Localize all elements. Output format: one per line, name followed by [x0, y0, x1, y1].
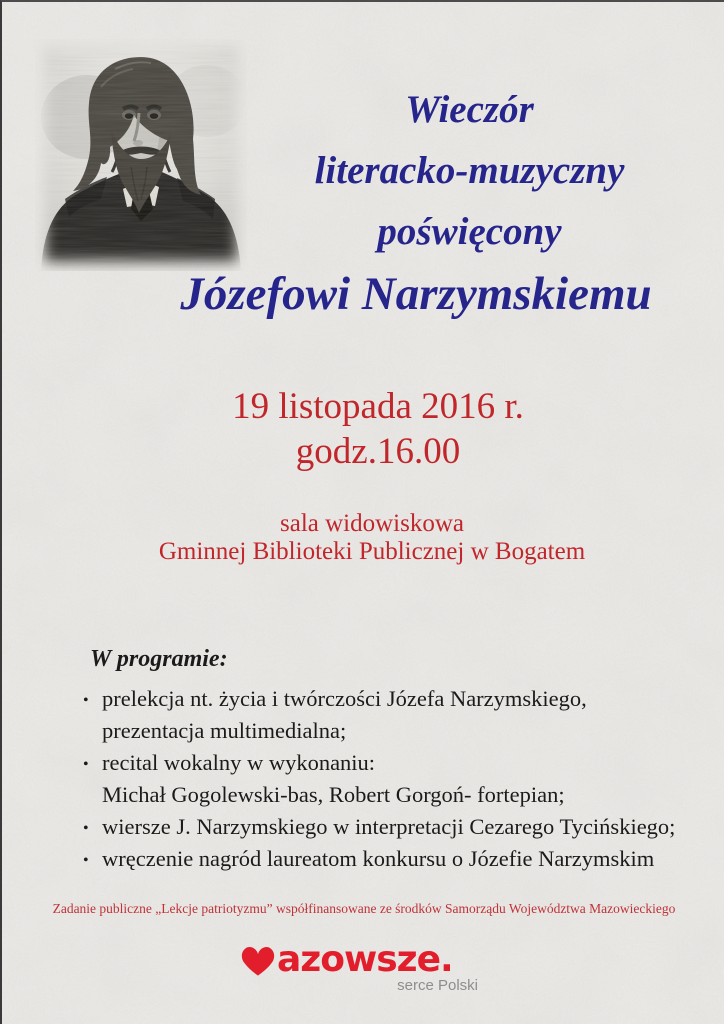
program-item [102, 843, 722, 875]
program-item [102, 811, 722, 843]
venue-line: Gminnej Biblioteki Publicznej w Bogatem [158, 538, 586, 565]
program-item-text: wiersze J. Narzymskiego w interpretacji Cezarego Tycińskiego; [102, 814, 676, 839]
program-item [102, 747, 722, 811]
program-item-continuation: Michał Gogolewski-bas, Robert Gorgoń- fortepian; [102, 782, 565, 807]
event-datetime [16, 384, 724, 474]
venue-line: sala widowiskowa [280, 510, 464, 537]
program-list [82, 683, 722, 875]
mazowsze-tagline: serce Polski [397, 977, 478, 994]
portrait-image [35, 39, 247, 271]
mazowsze-wordmark-text: azowsze. [277, 939, 453, 980]
title-line: Wieczór [405, 88, 534, 131]
funding-note: Zadanie publiczne „Lekcje patriotyzmu” współfinansowane ze środków Samorządu Województwa Mazowieckiego [52, 901, 676, 916]
event-venue [10, 510, 724, 566]
title-line: poświęcony [377, 210, 562, 253]
program-heading: W programie: [90, 646, 228, 672]
program-item [102, 683, 722, 747]
program-item-continuation: prezentacja multimedialna; [102, 718, 347, 743]
program-item-text: wręczenie nagród laureatom konkursu o Józefie Narzymskim [102, 846, 655, 871]
program-item-text: recital wokalny w wykonaniu: [102, 750, 376, 775]
dedicatee-name: Józefowi Narzymskiemu [180, 268, 652, 320]
event-time: godz.16.00 [295, 431, 461, 472]
mazowsze-wordmark [240, 940, 480, 980]
poster-title [237, 79, 702, 262]
mazowsze-logo [240, 940, 480, 994]
program-section [82, 646, 722, 875]
program-item-text: prelekcja nt. życia i twórczości Józefa Narzymskiego, [102, 686, 587, 711]
title-line: literacko-muzyczny [314, 149, 625, 192]
heart-m-icon [240, 945, 276, 979]
event-date: 19 listopada 2016 r. [232, 386, 524, 427]
